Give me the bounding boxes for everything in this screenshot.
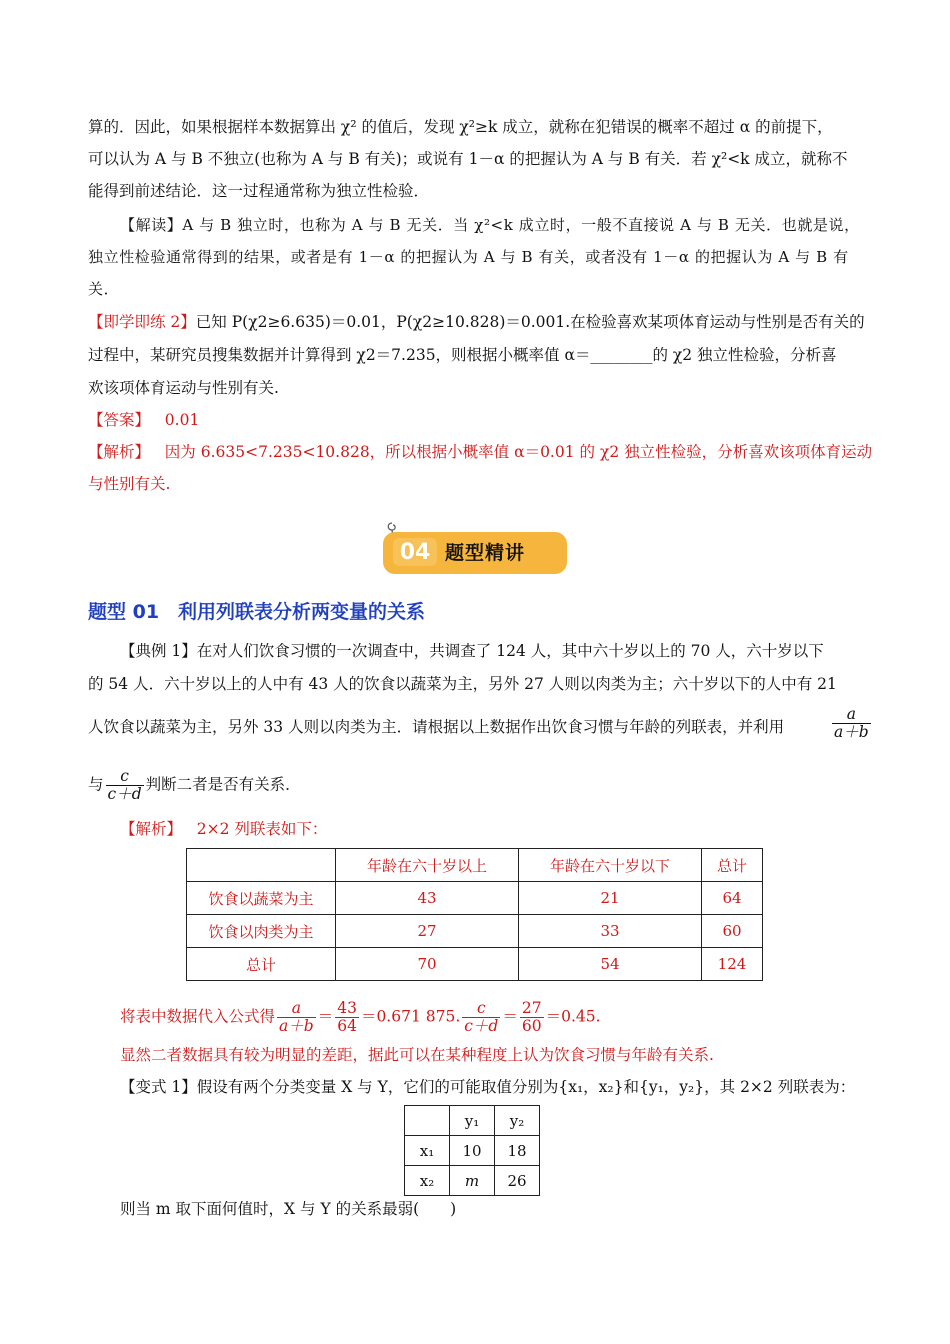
fraction-denominator: a＋b	[834, 723, 869, 741]
fraction-numerator: 27	[521, 999, 542, 1017]
table-row	[187, 915, 763, 948]
contingency-table	[186, 848, 763, 981]
answer-line	[88, 409, 864, 431]
table-cell: 33	[519, 915, 702, 948]
table-cell: x₂	[405, 1166, 450, 1196]
table-row	[405, 1166, 540, 1196]
table-cell: 124	[702, 948, 763, 981]
table-cell: 27	[336, 915, 519, 948]
example-text-4-pre: 与	[88, 775, 104, 794]
table-cell: 年龄在六十岁以上	[336, 849, 519, 882]
answer-value: 0.01	[164, 411, 200, 429]
variant-table	[404, 1105, 540, 1196]
example-line-3	[88, 705, 869, 741]
table-row	[405, 1136, 540, 1166]
interpret-line-1: 【解读】A 与 B 独立时，也称为 A 与 B 无关．当 χ²<k 成立时，一般不直接说 A 与 B 无关．也就是说，	[120, 216, 860, 234]
interpret-line-2: 独立性检验通常得到的结果，或者是有 1－α 的把握认为 A 与 B 有关，或者没有 1－α 的把握认为 A 与 B 有	[88, 248, 849, 266]
formula-pre: 将表中数据代入公式得	[120, 1007, 276, 1026]
fraction-denominator: 60	[521, 1017, 542, 1035]
badge-number: 04	[399, 540, 431, 565]
intro-line-2: 可以认为 A 与 B 不独立(也称为 A 与 B 有关)；或说有 1－α 的把握认为 A 与 B 有关．若 χ²<k 成立，就称不	[88, 150, 848, 168]
table-cell: x₁	[405, 1136, 450, 1166]
section-badge	[383, 526, 567, 574]
table-cell: 70	[336, 948, 519, 981]
example-line-4	[88, 768, 864, 803]
table-cell: 43	[336, 882, 519, 915]
fraction-numerator: c	[476, 999, 486, 1017]
table-row	[187, 882, 763, 915]
formula-end: ＝0.45.	[545, 1007, 601, 1026]
table-cell	[187, 849, 336, 882]
analysis-text-1: 因为 6.635<7.235<10.828，所以根据小概率值 α＝0.01 的 χ2 独立性检验，分析喜欢该项体育运动	[164, 443, 873, 461]
fraction-numerator: 43	[337, 999, 357, 1017]
table-cell	[405, 1106, 450, 1136]
formula-mid: ＝0.671 875.	[360, 1007, 461, 1026]
table-cell: 54	[519, 948, 702, 981]
table-cell: 18	[495, 1136, 540, 1166]
practice-line-3: 欢该项体育运动与性别有关.	[88, 379, 279, 397]
example-line-2: 的 54 人．六十岁以上的人中有 43 人的饮食以蔬菜为主，另外 27 人则以肉类为主；六十岁以下的人中有 21	[88, 675, 837, 693]
fraction-denominator: c＋d	[107, 785, 142, 803]
table-cell: 10	[450, 1136, 495, 1166]
fraction-denominator: a＋b	[279, 1017, 314, 1035]
practice-line-1	[88, 311, 864, 333]
fraction-denominator: 64	[337, 1017, 357, 1035]
practice-tag: 【即学即练 2】	[88, 313, 196, 331]
example-line-1: 【典例 1】在对人们饮食习惯的一次调查中，共调查了 124 人，其中六十岁以上的 70 人，六十岁以下	[120, 642, 824, 660]
interpret-line-3: 关．	[88, 280, 120, 298]
solution-tag: 【解析】	[120, 820, 183, 838]
analysis-line-1	[88, 441, 873, 463]
analysis-line-2: 与性别有关.	[88, 475, 171, 493]
table-cell: 26	[495, 1166, 540, 1196]
example-text-4-post: 判断二者是否有关系．	[145, 775, 301, 794]
solution-intro-line	[120, 818, 896, 840]
answer-tag: 【答案】	[88, 411, 151, 429]
intro-line-3: 能得到前述结论．这一过程通常称为独立性检验．	[88, 182, 430, 200]
formula-line	[120, 1000, 896, 1035]
table-cell: 21	[519, 882, 702, 915]
table-cell: m	[450, 1166, 495, 1196]
practice-text-1: 已知 P(χ2≥6.635)＝0.01，P(χ2≥10.828)＝0.001.在检验喜欢某项体育运动与性别是否有关的	[195, 313, 865, 331]
formula-fraction-43-64	[335, 1000, 359, 1035]
practice-line-2: 过程中，某研究员搜集数据并计算得到 χ2＝7.235，则根据小概率值 α＝________的 χ2 独立性检验，分析喜	[88, 346, 837, 364]
conclusion-line: 显然二者数据具有较为明显的差距，据此可以在某种程度上认为饮食习惯与年龄有关系.	[120, 1046, 714, 1064]
table-header-row	[405, 1106, 540, 1136]
table-cell: 64	[702, 882, 763, 915]
section-title: 题型 01 利用列联表分析两变量的关系	[88, 601, 426, 623]
fraction-numerator: c	[120, 767, 129, 785]
example-fraction-a	[832, 706, 871, 741]
solution-intro: 2×2 列联表如下：	[196, 820, 328, 838]
variant-line-1: 【变式 1】假设有两个分类变量 X 与 Y，它们的可能取值分别为{x₁，x₂}和{y₁，y₂}，其 2×2 列联表为：	[120, 1078, 856, 1096]
table-cell: y₁	[450, 1106, 495, 1136]
badge-label: 题型精讲	[445, 542, 526, 564]
formula-fraction-27-60	[520, 1000, 544, 1035]
example-text-3: 人饮食以蔬菜为主，另外 33 人则以肉类为主．请根据以上数据作出饮食习惯与年龄的列联表，并利用	[88, 718, 785, 736]
table-header-row	[187, 849, 763, 882]
table-cell: y₂	[495, 1106, 540, 1136]
analysis-tag: 【解析】	[88, 443, 151, 461]
variant-question: 则当 m 取下面何值时，X 与 Y 的关系最弱( )	[120, 1200, 457, 1218]
table-cell: 总计	[702, 849, 763, 882]
fraction-denominator: c＋d	[464, 1017, 499, 1035]
fraction-numerator: a	[846, 705, 856, 723]
formula-fraction-c	[462, 1000, 500, 1035]
table-cell: 60	[702, 915, 763, 948]
example-fraction-c	[106, 768, 144, 803]
table-cell: 年龄在六十岁以下	[519, 849, 702, 882]
table-cell: 饮食以蔬菜为主	[187, 882, 336, 915]
equals-sign: ＝	[502, 1007, 518, 1026]
intro-line-1: 算的．因此，如果根据样本数据算出 χ² 的值后，发现 χ²≥k 成立，就称在犯错误的概率不超过 α 的前提下，	[88, 118, 833, 136]
equals-sign: ＝	[317, 1007, 334, 1026]
table-cell: 饮食以肉类为主	[187, 915, 336, 948]
table-row	[187, 948, 763, 981]
table-cell: 总计	[187, 948, 336, 981]
formula-fraction-a	[277, 1000, 316, 1035]
fraction-numerator: a	[291, 999, 301, 1017]
